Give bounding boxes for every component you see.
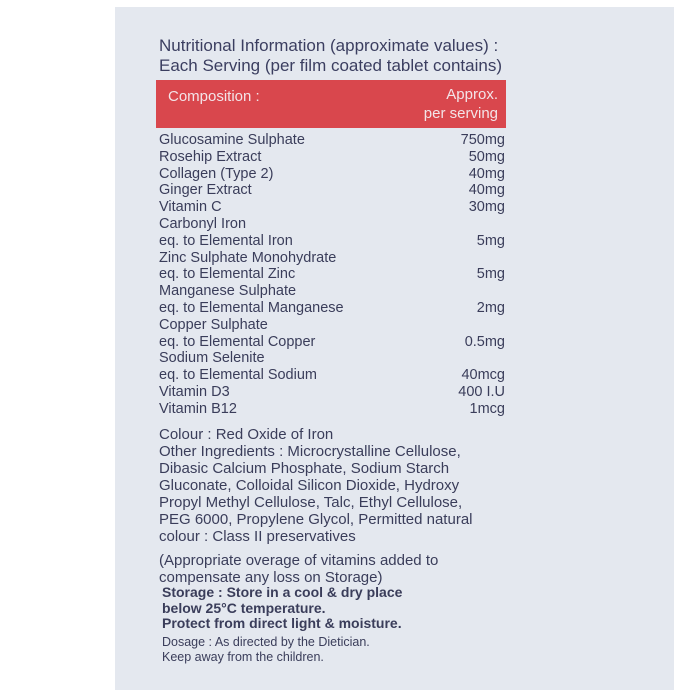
other-ingredients-line: Other Ingredients : Microcrystalline Cellulose,: [159, 443, 461, 460]
composition-row: [159, 216, 505, 233]
composition-row: [159, 334, 505, 351]
ingredient-name: Copper Sulphate: [159, 316, 268, 333]
colour-text: Colour : Red Oxide of Iron: [159, 426, 334, 443]
composition-row: [159, 166, 505, 183]
other-ingredients-line: Propyl Methyl Cellulose, Talc, Ethyl Cellulose,: [159, 494, 463, 511]
composition-row: [159, 384, 505, 401]
colour-line: [159, 426, 509, 443]
dosage-line: Dosage : As directed by the Dietician.: [162, 635, 370, 649]
composition-row: [159, 233, 505, 250]
ingredient-amount: 50mg: [468, 148, 505, 165]
label-panel: [115, 7, 674, 690]
storage-line: Storage : Store in a cool & dry place: [162, 584, 403, 600]
ingredient-name: Vitamin C: [159, 199, 222, 216]
overage-note-line: compensate any loss on Storage): [159, 569, 383, 586]
storage-line: Protect from direct light & moisture.: [162, 615, 402, 631]
composition-row: [159, 367, 505, 384]
ingredient-amount: 0.5mg: [464, 333, 505, 350]
ingredient-name: Sodium Selenite: [159, 350, 265, 367]
ingredient-name: Glucosamine Sulphate: [159, 132, 305, 148]
dosage-line: Keep away from the children.: [162, 650, 324, 664]
other-ingredients-line: PEG 6000, Propylene Glycol, Permitted natural: [159, 511, 473, 528]
ingredient-name: Carbonyl Iron: [159, 215, 247, 232]
composition-row: [159, 300, 505, 317]
overage-note: [159, 552, 509, 586]
ingredient-amount: 5mg: [476, 266, 505, 283]
composition-row: [159, 283, 505, 300]
ingredient-amount: 400 I.U: [458, 383, 505, 400]
ingredient-name: Vitamin B12: [159, 400, 237, 417]
composition-row: [159, 401, 505, 418]
ingredient-amount: 5mg: [476, 232, 505, 249]
ingredient-amount: 40mg: [468, 182, 505, 199]
ingredient-name: eq. to Elemental Copper: [159, 333, 316, 350]
other-ingredients-line: Dibasic Calcium Phosphate, Sodium Starch: [159, 460, 450, 477]
composition-label: Composition :: [168, 88, 260, 105]
ingredient-name: eq. to Elemental Manganese: [159, 299, 344, 316]
composition-row: [159, 149, 505, 166]
other-ingredients: [159, 443, 509, 545]
composition-row: [159, 350, 505, 367]
composition-row: [159, 132, 505, 149]
heading-line-2: Each Serving (per film coated tablet contains): [159, 56, 503, 75]
approx-line-1: Approx.: [446, 86, 498, 103]
storage-instructions: [162, 585, 402, 632]
composition-row: [159, 182, 505, 199]
ingredient-amount: 30mg: [468, 199, 505, 216]
approx-line-2: per serving: [423, 105, 498, 122]
ingredient-amount: 40mcg: [461, 367, 505, 384]
heading-line-1: Nutritional Information (approximate values) :: [159, 36, 499, 55]
ingredient-amount: 750mg: [460, 132, 505, 148]
ingredient-amount: 2mg: [476, 299, 505, 316]
ingredient-name: eq. to Elemental Sodium: [159, 367, 317, 384]
ingredient-name: eq. to Elemental Zinc: [159, 266, 296, 283]
ingredient-name: Zinc Sulphate Monohydrate: [159, 249, 337, 266]
composition-row: [159, 250, 505, 267]
ingredient-name: Manganese Sulphate: [159, 283, 297, 300]
ingredient-amount: 1mcg: [469, 400, 505, 417]
composition-row: [159, 266, 505, 283]
composition-row: [159, 199, 505, 216]
other-ingredients-line: Gluconate, Colloidal Silicon Dioxide, Hydroxy: [159, 477, 460, 494]
composition-list: [159, 132, 505, 418]
ingredient-name: eq. to Elemental Iron: [159, 232, 293, 249]
ingredient-name: Vitamin D3: [159, 383, 230, 400]
storage-line: below 25°C temperature.: [162, 599, 326, 616]
composition-header-bar: [156, 80, 506, 128]
other-ingredients-line: colour : Class II preservatives: [159, 528, 356, 545]
nutrition-heading: [159, 36, 502, 76]
ingredient-name: Ginger Extract: [159, 182, 252, 199]
ingredient-name: Collagen (Type 2): [159, 165, 274, 182]
dosage-instructions: [162, 635, 370, 665]
overage-note-line: (Appropriate overage of vitamins added to: [159, 552, 439, 569]
ingredient-amount: 40mg: [468, 165, 505, 182]
approx-per-serving-label: [424, 85, 498, 123]
composition-row: [159, 317, 505, 334]
ingredient-name: Rosehip Extract: [159, 148, 262, 165]
